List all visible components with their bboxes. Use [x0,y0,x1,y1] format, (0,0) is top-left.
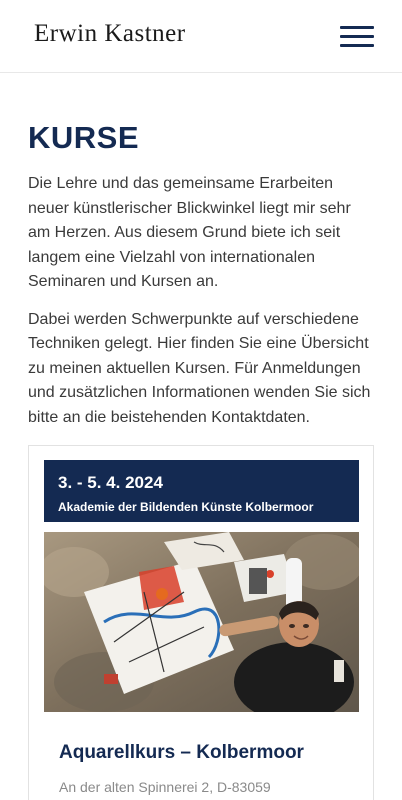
main-content [28,118,374,430]
menu-line [340,44,374,47]
course-date: 3. - 5. 4. 2024 [58,473,163,492]
hamburger-menu-icon[interactable] [340,26,374,48]
course-date-banner [44,460,359,522]
artist-painting-image [44,532,359,712]
course-venue: Akademie der Bildenden Künste Kolbermoor [58,500,314,514]
menu-line [340,26,374,29]
site-logo[interactable]: Erwin Kastner [34,20,186,47]
info-paragraph: Dabei werden Schwerpunkte auf verschiedene Techniken gelegt. Hier finden Sie eine Übersicht zu meinen aktuellen Kursen. Für Anmeldungen und zusätzlichen Informationen wenden Sie sich bitte an die beistehenden Kontaktdaten. [28,310,371,426]
menu-line [340,35,374,38]
intro-paragraph: Die Lehre und das gemeinsame Erarbeiten neuer künstlerischer Blickwinkel liegt mir sehr am Herzen. Aus diesem Grund biete ich seit langem eine Vielzahl von internationalen Seminaren und Kursen an. [28,175,351,290]
course-card[interactable] [28,445,374,800]
course-title[interactable]: Aquarellkurs – Kolbermoor [59,742,304,763]
course-address: An der alten Spinnerei 2, D-83059 [59,779,271,795]
course-photo[interactable] [44,532,359,712]
site-header [0,0,402,73]
page-title: KURSE [28,120,140,155]
